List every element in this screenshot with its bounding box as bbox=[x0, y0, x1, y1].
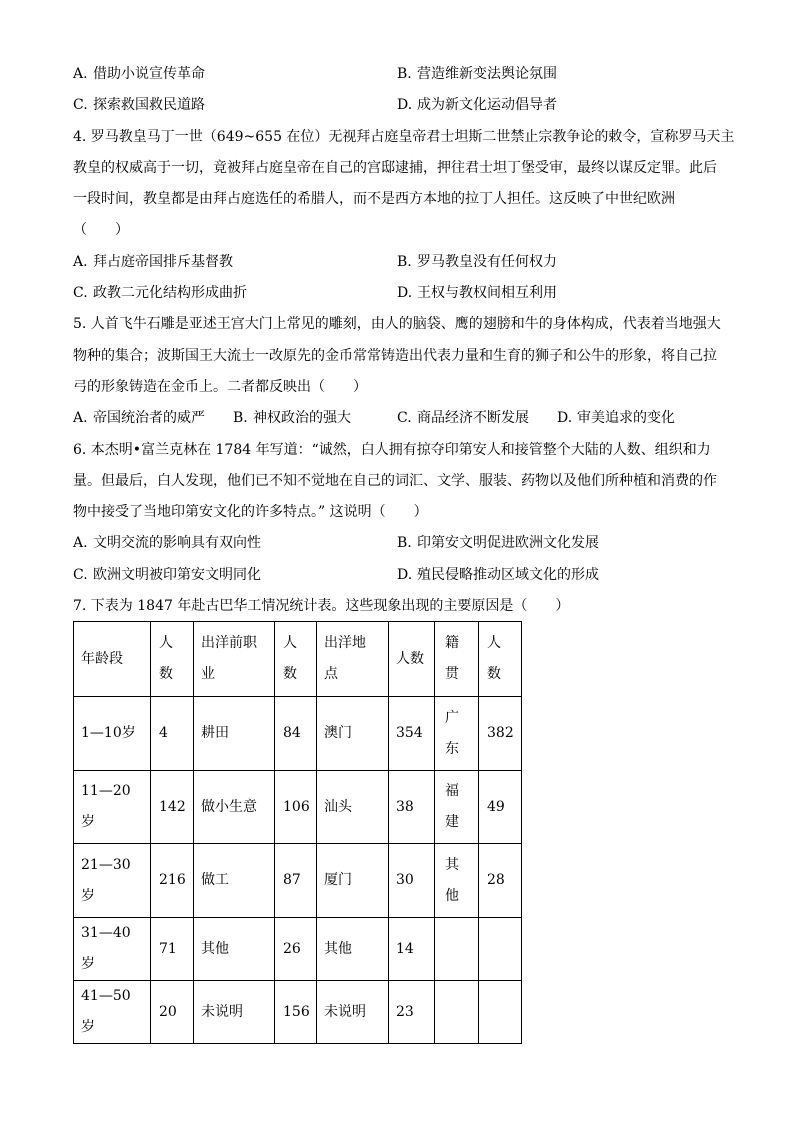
table-cell: 其他 bbox=[194, 918, 275, 981]
option-text: 神权政治的强大 bbox=[253, 410, 351, 427]
option-text: 拜占庭帝国排斥基督教 bbox=[93, 253, 233, 270]
header-count bbox=[151, 622, 194, 697]
q5-option-a bbox=[73, 403, 205, 434]
table-cell: 71 bbox=[151, 918, 194, 981]
header-count bbox=[389, 622, 435, 697]
q5-stem-line: 物种的集合；波斯国王大流士一改原先的金币常常铸造出代表力量和生育的狮子和公牛的形象，将自己拉 bbox=[73, 347, 717, 364]
option-text: 商品经济不断发展 bbox=[417, 410, 529, 427]
table-cell: 做小生意 bbox=[194, 771, 275, 844]
table-cell: 澳门 bbox=[317, 697, 389, 771]
option-text: 罗马教皇没有任何权力 bbox=[417, 253, 557, 270]
q3-options-row-1 bbox=[73, 59, 733, 90]
header-departure-place bbox=[317, 622, 389, 697]
q6-option-d bbox=[397, 560, 599, 591]
table-cell: 49 bbox=[479, 771, 522, 844]
q4-option-a bbox=[73, 247, 233, 278]
table-row bbox=[74, 844, 522, 918]
q6-stem-line: 6. 本杰明•富兰克林在 1784 年写道：“诚然，白人拥有掠夺印第安人和接管整个大陆的人数、组织和力 bbox=[73, 441, 711, 458]
table-cell: 38 bbox=[389, 771, 435, 844]
table-row bbox=[74, 771, 522, 844]
table-cell: 23 bbox=[389, 981, 435, 1044]
header-text: 出洋地点 bbox=[324, 635, 366, 682]
cell-text: 福建 bbox=[445, 783, 459, 830]
table-cell: 30 bbox=[389, 844, 435, 918]
option-text: 成为新文化运动倡导者 bbox=[417, 97, 557, 114]
q3-option-b bbox=[397, 59, 557, 90]
table-cell: 做工 bbox=[194, 844, 275, 918]
table-cell: 106 bbox=[275, 771, 317, 844]
option-text: 探索救国救民道路 bbox=[93, 97, 205, 114]
option-text: 印第安文明促进欧洲文化发展 bbox=[417, 535, 599, 552]
q7-statistics-table bbox=[73, 621, 522, 1044]
option-label: D. bbox=[397, 566, 413, 583]
table-row bbox=[74, 918, 522, 981]
header-text: 年龄段 bbox=[81, 650, 123, 667]
header-count bbox=[479, 622, 522, 697]
q5-stem-line: 弓的形象铸造在金币上。二者都反映出（ ） bbox=[73, 378, 367, 395]
table-cell: 28 bbox=[479, 844, 522, 918]
table-cell: 354 bbox=[389, 697, 435, 771]
option-text: 王权与教权间相互利用 bbox=[417, 285, 557, 302]
option-label: A. bbox=[73, 410, 88, 427]
table-cell: 其他 bbox=[317, 918, 389, 981]
table-cell: 未说明 bbox=[194, 981, 275, 1044]
header-text: 人数 bbox=[283, 635, 297, 682]
q3-option-a bbox=[73, 59, 205, 90]
header-text: 人数 bbox=[396, 650, 424, 667]
header-occupation bbox=[194, 622, 275, 697]
option-label: C. bbox=[397, 410, 412, 427]
option-text: 殖民侵略推动区域文化的形成 bbox=[417, 566, 599, 583]
table-cell: 41—50岁 bbox=[74, 981, 151, 1044]
option-label: C. bbox=[73, 566, 88, 583]
table-cell: 4 bbox=[151, 697, 194, 771]
q4-stem-line: 4. 罗马教皇马丁一世（649~655 在位）无视拜占庭皇帝君士坦斯二世禁止宗教争论的敕令，宣称罗马天主 bbox=[73, 128, 735, 145]
table-cell bbox=[435, 981, 479, 1044]
table-cell: 84 bbox=[275, 697, 317, 771]
table-cell bbox=[435, 697, 479, 771]
q6-options-row-2 bbox=[73, 560, 733, 591]
option-label: B. bbox=[397, 535, 412, 552]
table-cell bbox=[435, 918, 479, 981]
cell-text: 广东 bbox=[445, 709, 459, 757]
q5-option-c bbox=[397, 403, 529, 434]
q3-option-d bbox=[397, 90, 557, 121]
option-text: 帝国统治者的威严 bbox=[93, 410, 205, 427]
option-text: 政教二元化结构形成曲折 bbox=[93, 285, 247, 302]
table-cell: 未说明 bbox=[317, 981, 389, 1044]
option-text: 欧洲文明被印第安文明同化 bbox=[93, 566, 261, 583]
q4-options-row-2 bbox=[73, 278, 733, 309]
q4-option-d bbox=[397, 278, 557, 309]
header-text: 籍贯 bbox=[445, 635, 459, 682]
table-cell: 汕头 bbox=[317, 771, 389, 844]
q3-option-c bbox=[73, 90, 205, 121]
option-label: D. bbox=[397, 285, 413, 302]
option-label: A. bbox=[73, 66, 88, 82]
table-cell: 20 bbox=[151, 981, 194, 1044]
option-text: 文明交流的影响具有双向性 bbox=[93, 535, 261, 552]
exam-page-content bbox=[73, 59, 733, 622]
option-text: 审美追求的变化 bbox=[577, 410, 675, 427]
q6-option-b bbox=[397, 528, 599, 559]
q4-option-b bbox=[397, 247, 557, 278]
table-cell: 87 bbox=[275, 844, 317, 918]
option-label: A. bbox=[73, 253, 88, 270]
q6-option-c bbox=[73, 560, 261, 591]
option-label: C. bbox=[73, 97, 88, 114]
cell-text: 其他 bbox=[445, 856, 459, 904]
header-text: 人数 bbox=[159, 635, 173, 682]
header-count bbox=[275, 622, 317, 697]
option-label: B. bbox=[397, 253, 412, 270]
table-cell: 11—20岁 bbox=[74, 771, 151, 844]
q6-option-a bbox=[73, 528, 261, 559]
table-cell: 26 bbox=[275, 918, 317, 981]
q6-stem-line: 物中接受了当地印第安文化的许多特点。” 这说明（ ） bbox=[73, 504, 428, 521]
q6-options-row-1 bbox=[73, 528, 733, 559]
q4-option-c bbox=[73, 278, 247, 309]
q5-option-b bbox=[233, 403, 351, 434]
q4-options-row-1 bbox=[73, 247, 733, 278]
table-cell: 厦门 bbox=[317, 844, 389, 918]
table-cell: 382 bbox=[479, 697, 522, 771]
header-age-group bbox=[74, 622, 151, 697]
option-text: 借助小说宣传革命 bbox=[93, 66, 205, 82]
table-cell bbox=[435, 844, 479, 918]
header-text: 出洋前职业 bbox=[201, 635, 257, 682]
header-text: 人数 bbox=[487, 635, 501, 682]
q7-stem-line: 7. 下表为 1847 年赴古巴华工情况统计表。这些现象出现的主要原因是（ ） bbox=[73, 598, 570, 615]
table-row bbox=[74, 697, 522, 771]
table-cell: 31—40岁 bbox=[74, 918, 151, 981]
header-native-place bbox=[435, 622, 479, 697]
option-label: D. bbox=[397, 97, 413, 114]
q4-stem-line: 一段时间，教皇都是由拜占庭选任的希腊人，而不是西方本地的拉丁人担任。这反映了中世纪欧洲 bbox=[73, 191, 675, 208]
q5-option-d bbox=[557, 403, 675, 434]
table-row bbox=[74, 981, 522, 1044]
option-text: 营造维新变法舆论氛围 bbox=[417, 66, 557, 82]
q4-stem-line: 教皇的权威高于一切，竟被拜占庭皇帝在自己的宫邸逮捕，押往君士坦丁堡受审，最终以谋反定罪。此后 bbox=[73, 159, 717, 176]
option-label: B. bbox=[397, 66, 412, 82]
q5-stem-line: 5. 人首飞牛石雕是亚述王宫大门上常见的雕刻，由人的脑袋、鹰的翅膀和牛的身体构成，代表着当地强大 bbox=[73, 316, 721, 333]
table-cell: 142 bbox=[151, 771, 194, 844]
table-cell bbox=[435, 771, 479, 844]
q3-options-row-2 bbox=[73, 90, 733, 121]
table-cell: 216 bbox=[151, 844, 194, 918]
option-label: C. bbox=[73, 285, 88, 302]
option-label: D. bbox=[557, 410, 573, 427]
q6-stem-line: 量。但最后，白人发现，他们已不知不觉地在自己的词汇、文学、服装、药物以及他们所种植和消费的作 bbox=[73, 472, 717, 489]
table-cell: 156 bbox=[275, 981, 317, 1044]
q4-answer-blank: （ ） bbox=[73, 222, 129, 239]
table-cell: 14 bbox=[389, 918, 435, 981]
option-label: A. bbox=[73, 535, 88, 552]
table-cell bbox=[479, 981, 522, 1044]
table-cell: 1—10岁 bbox=[74, 697, 151, 771]
option-label: B. bbox=[233, 410, 248, 427]
q5-options-row bbox=[73, 403, 733, 434]
table-cell: 耕田 bbox=[194, 697, 275, 771]
table-header-row bbox=[74, 622, 522, 697]
table-cell bbox=[479, 918, 522, 981]
table-cell: 21—30岁 bbox=[74, 844, 151, 918]
